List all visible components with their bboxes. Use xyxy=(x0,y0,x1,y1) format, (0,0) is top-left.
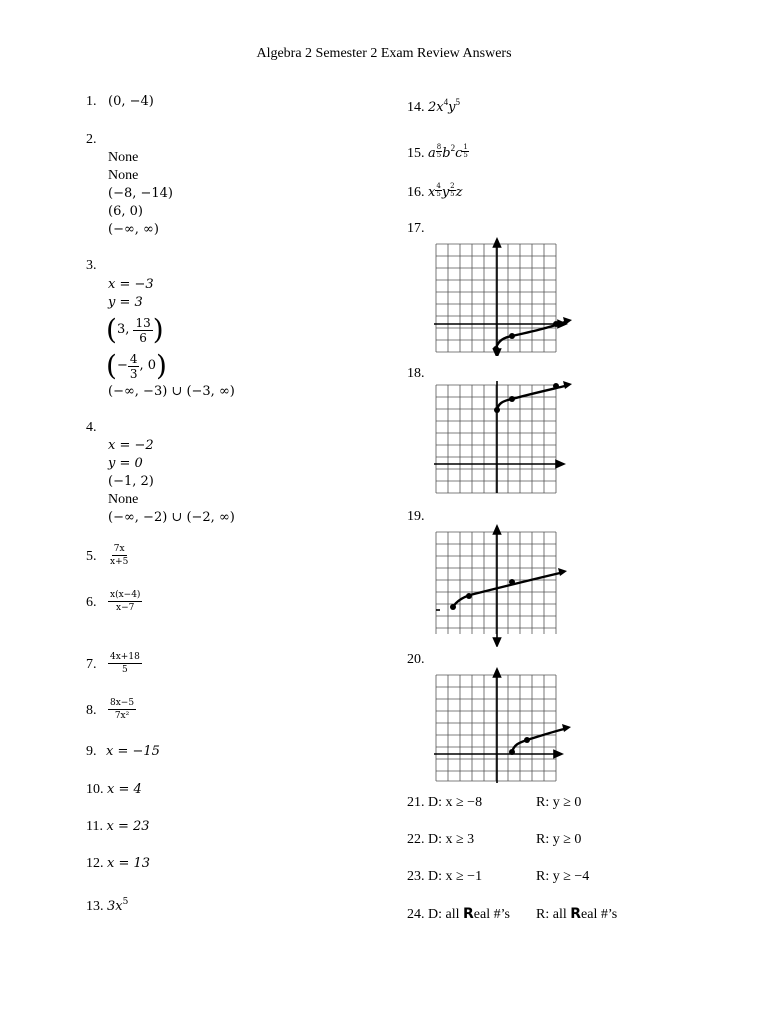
q3-l3-pre: 3, xyxy=(116,322,134,338)
q1 xyxy=(86,93,154,111)
q14 xyxy=(407,93,460,117)
q22-number: 22. xyxy=(407,832,425,847)
q2-line-4: (6, 0) xyxy=(108,204,143,219)
q11-answer: x = 23 xyxy=(106,819,150,834)
q20-axes xyxy=(434,669,562,783)
q16-y-exp-den: 5 xyxy=(450,190,455,198)
q7-denominator: 5 xyxy=(122,665,128,675)
q3-number: 3. xyxy=(86,258,97,273)
q21-range: R: y ≥ 0 xyxy=(536,795,582,810)
q17-grid xyxy=(436,244,556,352)
q23 xyxy=(407,868,482,886)
q17-graph xyxy=(430,236,580,356)
q16-x-exp-num: 4 xyxy=(436,182,441,190)
q4-line-2: y = 0 xyxy=(108,456,143,471)
q20-y-arrow xyxy=(494,669,501,677)
q13-number: 13. xyxy=(86,899,104,914)
q18-curve xyxy=(497,386,565,410)
q20-point xyxy=(524,737,530,743)
q22 xyxy=(407,831,474,849)
q3-line-2: y = 3 xyxy=(108,295,143,310)
q9-number: 9. xyxy=(86,744,97,759)
q3-line-5: (−∞, −3) ∪ (−3, ∞) xyxy=(108,384,235,399)
q14-exp-2: 5 xyxy=(455,97,460,107)
q2-line-3: (−8, −14) xyxy=(108,186,174,201)
q12 xyxy=(86,855,150,873)
q7-fraction xyxy=(108,651,142,676)
q22-domain: D: x ≥ 3 xyxy=(428,832,475,847)
q24-domain-post: eal #’s xyxy=(473,907,510,922)
q8-denominator: 7x² xyxy=(114,711,130,721)
q10 xyxy=(86,781,142,799)
q13-base: 3x xyxy=(107,899,123,914)
q13 xyxy=(86,893,128,916)
q14-base-2: y xyxy=(448,100,456,115)
q3-l3-close-paren: ) xyxy=(152,313,164,346)
q9-answer: x = −15 xyxy=(106,744,160,759)
q15-b-exponent: 2 xyxy=(450,143,456,153)
q8-fraction xyxy=(108,697,136,722)
q24-range-real-symbol: R xyxy=(570,906,582,922)
q18-point xyxy=(553,383,559,389)
q3-l4-close-paren: ) xyxy=(156,349,167,382)
q19-number: 19. xyxy=(407,509,425,524)
q3-l4-open-paren: ( xyxy=(106,349,117,382)
q7-numerator: 4x+18 xyxy=(110,652,140,662)
q24-range-post: eal #’s xyxy=(581,907,618,922)
q18-grid xyxy=(436,385,556,493)
q12-number: 12. xyxy=(86,856,104,871)
q4-line-3: (−1, 2) xyxy=(108,474,154,489)
q17-point xyxy=(553,321,559,327)
q15-a-exp-den: 5 xyxy=(436,151,442,159)
q5-fraction xyxy=(108,543,130,568)
q5-number: 5. xyxy=(86,549,97,564)
q19-y-arrow-down xyxy=(494,638,501,646)
q7-number: 7. xyxy=(86,657,97,672)
q15 xyxy=(407,139,469,163)
q18-point xyxy=(509,396,515,402)
q3-l3-num: 13 xyxy=(135,315,151,330)
q15-c-exp-num: 1 xyxy=(463,143,468,151)
q1-number: 1. xyxy=(86,94,97,109)
q3-l3-fraction xyxy=(133,316,152,345)
q18-number: 18. xyxy=(407,366,425,381)
q21 xyxy=(407,794,482,812)
q3-l4-fraction xyxy=(128,352,140,381)
q14-number: 14. xyxy=(407,100,425,115)
q23-range: R: y ≥ −4 xyxy=(536,869,590,884)
q19-point xyxy=(509,579,515,585)
q12-answer: x = 13 xyxy=(107,856,151,871)
q20-grid xyxy=(436,675,556,781)
q3-line-4 xyxy=(106,348,167,384)
q17-point xyxy=(493,346,499,352)
q6-fraction xyxy=(108,589,142,614)
q18-curve-arrow xyxy=(563,381,572,389)
q17-point xyxy=(509,333,515,339)
q19-y-arrow xyxy=(494,526,501,534)
q24-range xyxy=(536,905,617,924)
q5-denominator: x+5 xyxy=(110,557,129,567)
q3-l3-den: 6 xyxy=(139,330,147,345)
q3-l4-num: 4 xyxy=(129,351,138,366)
q16-y-exp-num: 2 xyxy=(450,182,455,190)
q2-line-1: None xyxy=(108,150,139,165)
q19-point xyxy=(466,593,472,599)
q16 xyxy=(407,183,463,202)
q24-number: 24. xyxy=(407,907,425,922)
q16-x-exp-den: 5 xyxy=(436,190,441,198)
q8-number: 8. xyxy=(86,703,97,718)
q2-line-2: None xyxy=(108,168,139,183)
q20-x-arrow xyxy=(554,751,562,758)
q11 xyxy=(86,818,150,836)
q17-axes xyxy=(434,239,566,356)
q15-c-exp-den: 5 xyxy=(463,151,468,159)
q3-l4-den: 3 xyxy=(129,366,138,381)
q11-number: 11. xyxy=(86,819,103,834)
q5-numerator: 7x xyxy=(113,544,125,554)
q14-exp-1: 4 xyxy=(443,97,449,107)
q4-line-5: (−∞, −2) ∪ (−2, ∞) xyxy=(108,510,235,525)
q2-line-5: (−∞, ∞) xyxy=(108,222,159,237)
q4-number: 4. xyxy=(86,420,97,435)
q21-domain: D: x ≥ −8 xyxy=(428,795,483,810)
q18-point xyxy=(494,407,500,413)
q16-z: z xyxy=(455,185,463,200)
q3-l4-post: , 0 xyxy=(139,358,157,374)
q19-grid xyxy=(436,532,556,634)
q20-point xyxy=(509,749,515,755)
q10-number: 10. xyxy=(86,782,104,797)
page-title: Algebra 2 Semester 2 Exam Review Answers xyxy=(256,46,512,61)
q3-l4-pre: − xyxy=(116,358,128,374)
q3-line-1: x = −3 xyxy=(108,277,154,292)
q15-a-exp-num: 8 xyxy=(436,143,442,151)
q20-curve-arrow xyxy=(562,724,571,732)
q16-y: y xyxy=(441,185,450,200)
q6-denominator: x−7 xyxy=(116,603,135,613)
q3-line-3 xyxy=(106,312,164,348)
q2-number: 2. xyxy=(86,132,97,147)
q15-number: 15. xyxy=(407,146,425,161)
q19-graph xyxy=(430,522,580,647)
q16-x: x xyxy=(428,185,436,200)
q1-answer: (0, −4) xyxy=(108,94,154,109)
q19-curve-arrow xyxy=(558,568,567,576)
q21-number: 21. xyxy=(407,795,425,810)
q22-range: R: y ≥ 0 xyxy=(536,832,582,847)
q14-base-1: 2x xyxy=(428,100,444,115)
q18-axes xyxy=(434,381,564,493)
q10-answer: x = 4 xyxy=(107,782,142,797)
q19-point xyxy=(450,604,456,610)
q9 xyxy=(86,743,160,761)
q6-numerator: x(x−4) xyxy=(110,590,141,600)
q23-number: 23. xyxy=(407,869,425,884)
q16-number: 16. xyxy=(407,185,425,200)
q24-domain-pre: D: all xyxy=(428,907,463,922)
q4-line-1: x = −2 xyxy=(108,438,154,453)
q17-y-arrow xyxy=(494,239,501,247)
q8-numerator: 8x−5 xyxy=(110,698,135,708)
q17-number: 17. xyxy=(407,221,425,236)
q15-c: c xyxy=(455,146,463,161)
q24 xyxy=(407,905,510,924)
q15-c-exponent xyxy=(462,144,468,159)
q20-number: 20. xyxy=(407,652,425,667)
q18-x-arrow xyxy=(556,461,564,468)
q6-number: 6. xyxy=(86,595,97,610)
q13-exponent: 5 xyxy=(122,897,129,907)
q3-l3-open-paren: ( xyxy=(106,313,117,346)
q24-range-pre: R: all xyxy=(536,907,571,922)
q18-graph xyxy=(430,377,580,497)
q15-a: a xyxy=(428,146,436,161)
q4-line-4: None xyxy=(108,492,139,507)
q20-graph xyxy=(430,665,580,787)
q15-b: b xyxy=(442,146,451,161)
q23-domain: D: x ≥ −1 xyxy=(428,869,483,884)
q24-domain-real-symbol: R xyxy=(463,906,474,922)
